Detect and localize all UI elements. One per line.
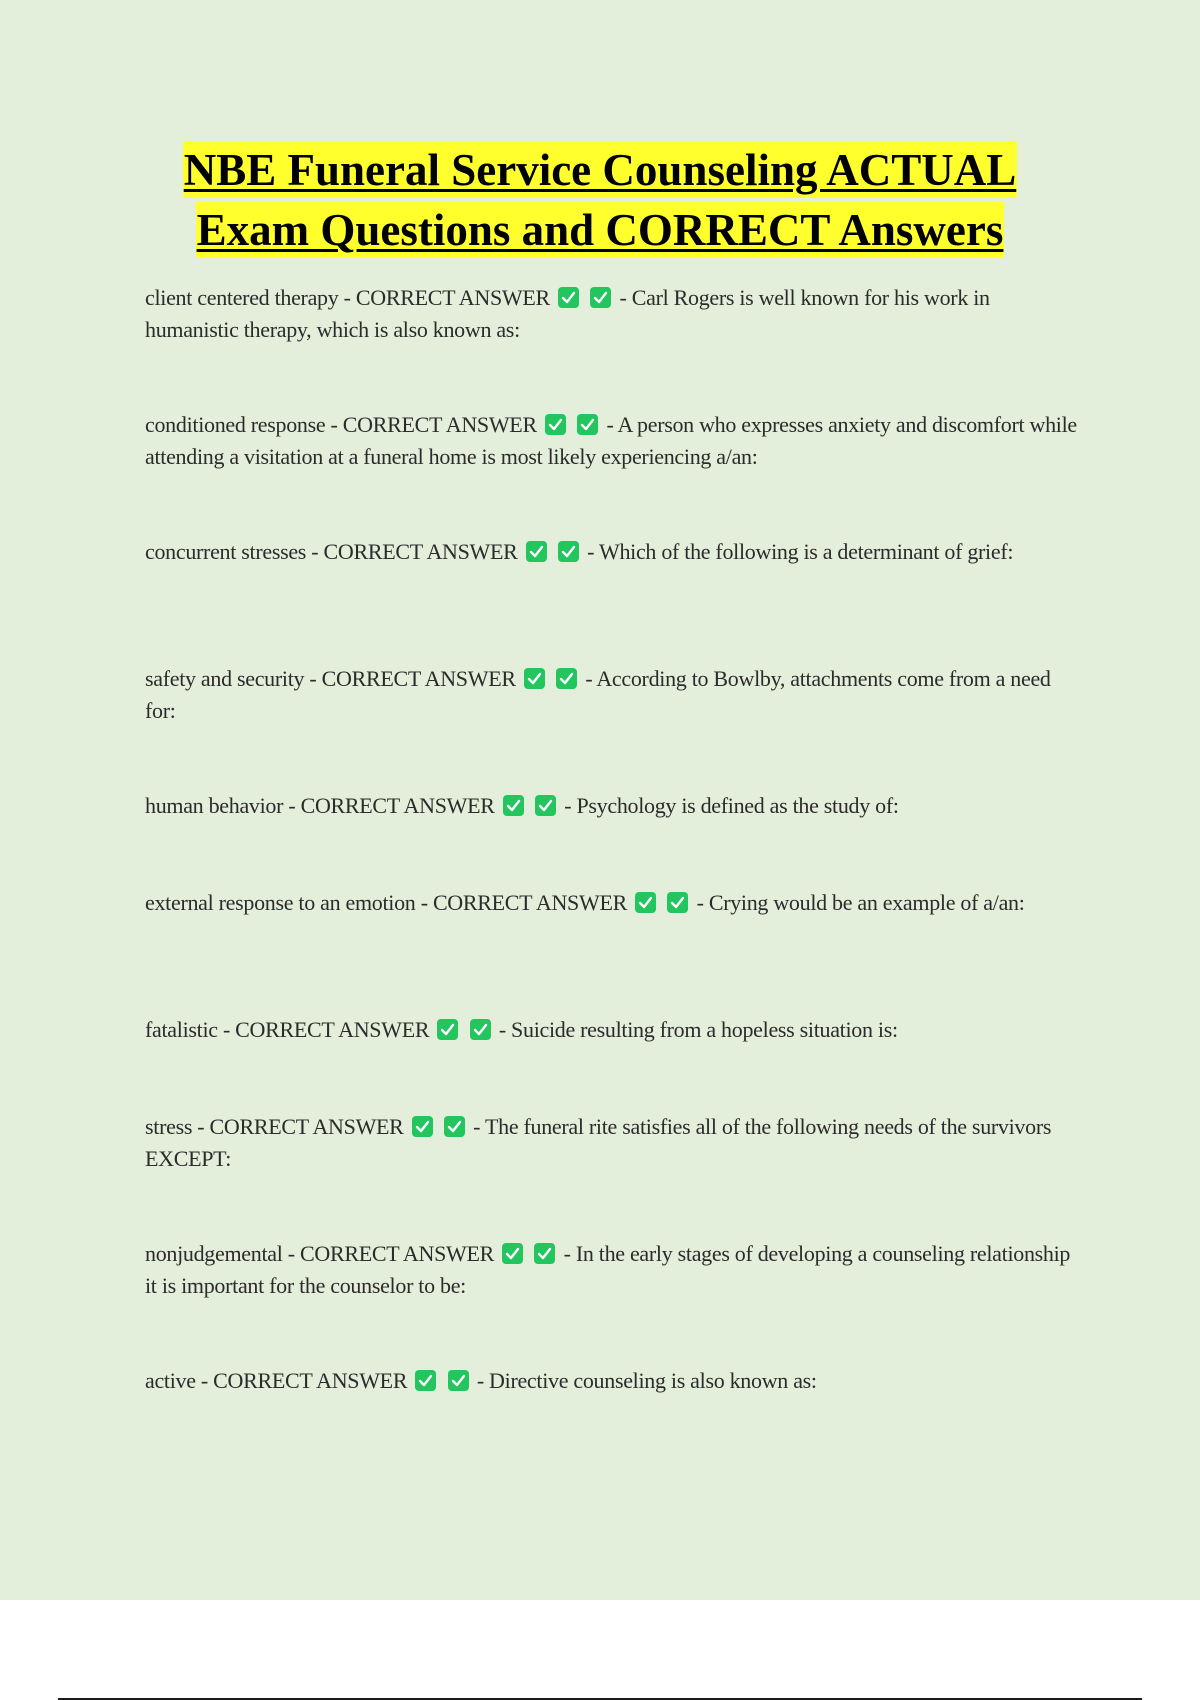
answer-text: human behavior - [145,793,301,818]
answer-text: conditioned response - [145,412,343,437]
check-mark-icon [503,795,524,816]
check-mark-icon [526,541,547,562]
answer-text: safety and security - [145,666,322,691]
document-title [0,142,1200,262]
qa-item [145,790,1080,822]
check-mark-icon [437,1019,458,1040]
correct-answer-label: CORRECT ANSWER [323,539,518,564]
correct-answer-label: CORRECT ANSWER [321,666,516,691]
correct-answer-label: CORRECT ANSWER [300,793,495,818]
question-text: - Suicide resulting from a hopeless situation is: [498,1017,898,1042]
check-mark-icon [577,414,598,435]
correct-answer-label: CORRECT ANSWER [432,890,627,915]
question-text: - Directive counseling is also known as: [476,1368,817,1393]
title-line-2: Exam Questions and CORRECT Answers [196,202,1005,258]
check-mark-icon [502,1243,523,1264]
qa-item [145,663,1080,727]
correct-answer-label: CORRECT ANSWER [342,412,537,437]
correct-answer-label: CORRECT ANSWER [355,285,550,310]
answer-text: external response to an emotion - [145,890,433,915]
question-text: - Which of the following is a determinant of grief: [587,539,1014,564]
question-text: - Psychology is defined as the study of: [564,793,899,818]
correct-answer-label: CORRECT ANSWER [235,1017,430,1042]
question-text: - Carl Rogers is well known for his work in humanistic therapy, which is also known as: [145,285,990,342]
qa-item [145,1014,1080,1046]
correct-answer-label: CORRECT ANSWER [213,1368,408,1393]
answer-text: fatalistic - [145,1017,236,1042]
qa-item [145,282,1080,346]
check-mark-icon [590,287,611,308]
qa-item [145,409,1080,473]
question-text: - According to Bowlby, attachments come from a need for: [145,666,1051,723]
question-text: - Crying would be an example of a/an: [696,890,1025,915]
question-text: - A person who expresses anxiety and discomfort while attending a visitation at a funeral home is most likely experiencing a/an: [145,412,1077,469]
check-mark-icon [415,1370,436,1391]
check-mark-icon [534,1243,555,1264]
qa-item [145,1365,1080,1397]
qa-item [145,1111,1080,1175]
qa-item [145,887,1080,919]
check-mark-icon [524,668,545,689]
answer-text: nonjudgemental - [145,1241,300,1266]
answer-text: stress - [145,1114,210,1139]
answer-text: concurrent stresses - [145,539,324,564]
check-mark-icon [470,1019,491,1040]
qa-item [145,1238,1080,1302]
check-mark-icon [412,1116,433,1137]
correct-answer-label: CORRECT ANSWER [299,1241,495,1266]
check-mark-icon [448,1370,469,1391]
correct-answer-label: CORRECT ANSWER [209,1114,404,1139]
check-mark-icon [545,414,566,435]
check-mark-icon [556,668,577,689]
title-line-1: NBE Funeral Service Counseling ACTUAL [183,142,1018,198]
check-mark-icon [635,892,656,913]
answer-text: active - [145,1368,214,1393]
check-mark-icon [558,287,579,308]
check-mark-icon [558,541,579,562]
question-text: - In the early stages of developing a counseling relationship it is important for the counselor to be: [145,1241,1071,1298]
check-mark-icon [535,795,556,816]
check-mark-icon [444,1116,465,1137]
check-mark-icon [667,892,688,913]
answer-text: client centered therapy - [145,285,356,310]
qa-item [145,536,1080,568]
question-text: - The funeral rite satisfies all of the following needs of the survivors EXCEPT: [145,1114,1052,1171]
